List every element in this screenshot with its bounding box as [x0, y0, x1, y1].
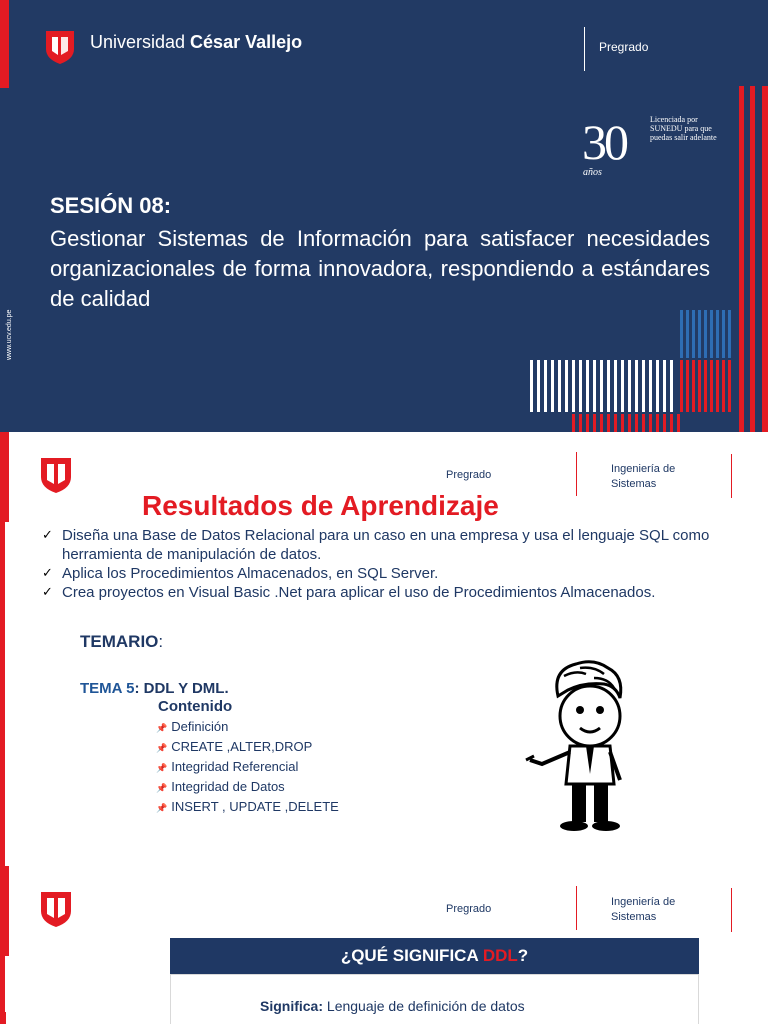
decorative-stripes: [0, 0, 768, 432]
contenido-heading: Contenido: [158, 698, 233, 715]
list-item: 📌 Definición: [156, 719, 229, 734]
question-banner: ¿QUÉ SIGNIFICA DDL?: [170, 938, 699, 974]
slide-cover: [0, 0, 768, 432]
list-item: 📌 Integridad Referencial: [156, 759, 299, 774]
decorative-stripes: [0, 866, 768, 1024]
pin-icon: 📌: [156, 804, 168, 814]
list-item: 📌 CREATE ,ALTER,DROP: [156, 739, 313, 754]
anniversary-number: 30: [582, 114, 626, 170]
list-item: ✓ Diseña una Base de Datos Relacional para un caso en una empresa y usa el lenguaje SQL como herramienta de manipulación de datos.: [42, 527, 710, 563]
check-icon: ✓: [42, 566, 53, 581]
session-title: SESIÓN 08:: [50, 193, 172, 218]
session-description: Gestionar Sistemas de Información para satisfacer necesidades organizacionales de forma innovadora, respondiendo a estándares de calidad: [50, 226, 710, 311]
university-name: Universidad César Vallejo: [90, 32, 303, 52]
pregrado-label: Pregrado: [599, 40, 649, 54]
slide-ddl-meaning: [0, 866, 768, 1024]
list-item: 📌 INSERT , UPDATE ,DELETE: [156, 799, 339, 814]
tema-heading: TEMA 5: DDL Y DML.: [80, 680, 229, 697]
anniversary-word: años: [583, 167, 602, 178]
list-item: ✓ Aplica los Procedimientos Almacenados, en SQL Server.: [42, 565, 439, 582]
list-item: 📌 Integridad de Datos: [156, 779, 285, 794]
slide-learning-outcomes: [0, 432, 768, 866]
temario-heading: TEMARIO:: [80, 632, 164, 651]
pregrado-label: Pregrado: [446, 903, 492, 915]
pregrado-label: Pregrado: [446, 469, 492, 481]
pin-icon: 📌: [156, 764, 168, 774]
meaning-text: Significa: Lenguaje de definición de datos: [260, 998, 525, 1014]
pin-icon: 📌: [156, 744, 168, 754]
website-vertical: www.ucv.edu.pe: [6, 309, 13, 360]
check-icon: ✓: [42, 585, 53, 600]
pin-icon: 📌: [156, 724, 168, 734]
decorative-stripes: [0, 432, 768, 866]
anniversary-text: Licenciada por SUNEDU para que puedas salir adelante: [650, 115, 717, 142]
career-label: Ingeniería de Sistemas: [611, 463, 676, 490]
results-title: Resultados de Aprendizaje: [142, 490, 499, 521]
career-label: Ingeniería de Sistemas: [611, 896, 676, 923]
check-icon: ✓: [42, 528, 53, 543]
list-item: ✓ Crea proyectos en Visual Basic .Net para aplicar el uso de Procedimientos Almacenados.: [42, 584, 656, 601]
pin-icon: 📌: [156, 784, 168, 794]
